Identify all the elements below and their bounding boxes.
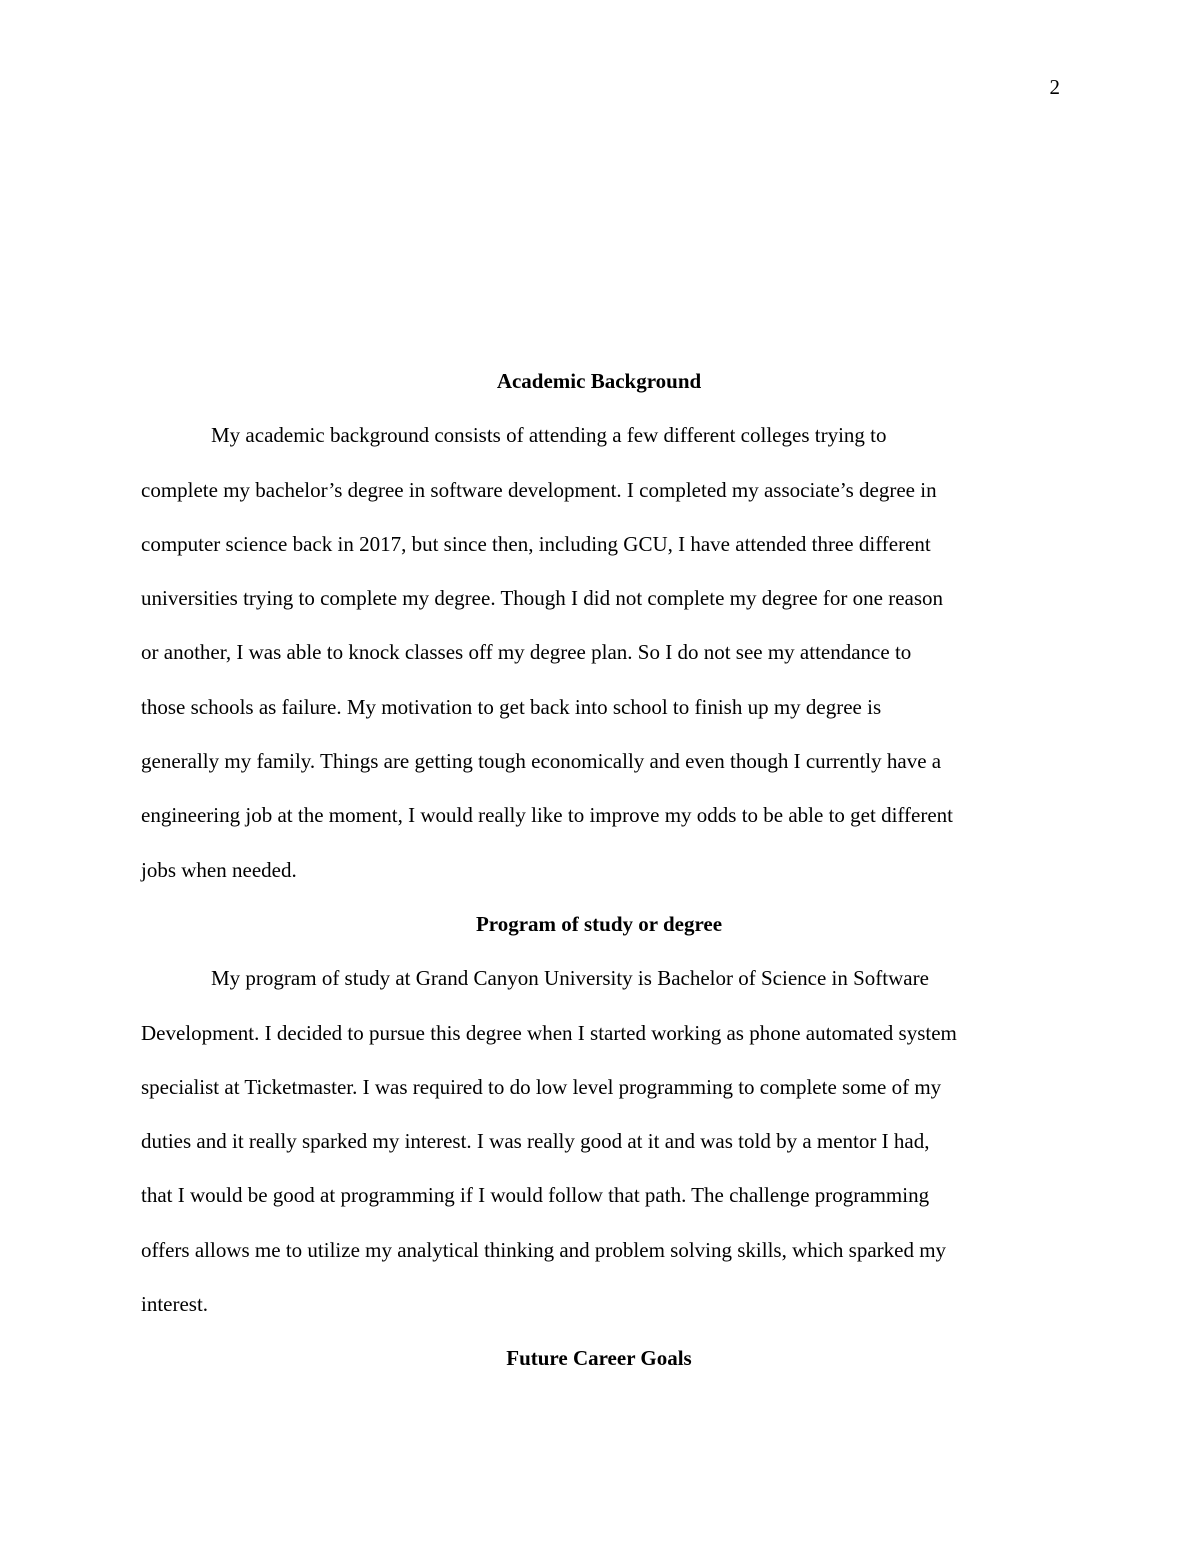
paragraph-line: jobs when needed.: [141, 857, 297, 882]
paragraph-line: engineering job at the moment, I would really like to improve my odds to be able to get different: [141, 803, 953, 828]
paragraph-line: those schools as failure. My motivation to get back into school to finish up my degree is: [141, 694, 882, 719]
document-body: [141, 354, 1057, 1386]
section-heading-future-career-goals: Future Career Goals: [506, 1346, 692, 1371]
paragraph-line: My academic background consists of attending a few different colleges trying to: [211, 423, 887, 448]
paragraph-line: generally my family. Things are getting tough economically and even though I currently have a: [141, 749, 942, 774]
paragraph-line: specialist at Ticketmaster. I was required to do low level programming to complete some of my: [141, 1074, 942, 1099]
page-number: 2: [1049, 75, 1060, 99]
paragraph-line: My program of study at Grand Canyon University is Bachelor of Science in Software: [211, 966, 929, 991]
paragraph-line: that I would be good at programming if I would follow that path. The challenge programming: [141, 1183, 930, 1208]
paragraph-line: complete my bachelor’s degree in software development. I completed my associate’s degree in: [141, 477, 937, 502]
paragraph-academic-background: [141, 408, 1057, 897]
paragraph-line: interest.: [141, 1292, 209, 1317]
section-heading-program-of-study: Program of study or degree: [475, 911, 723, 936]
paragraph-line: computer science back in 2017, but since then, including GCU, I have attended three different: [141, 531, 931, 556]
paragraph-program-of-study: [141, 951, 1057, 1331]
paragraph-line: universities trying to complete my degree. Though I did not complete my degree for one reason: [141, 586, 944, 611]
paragraph-line: Development. I decided to pursue this degree when I started working as phone automated system: [141, 1020, 957, 1045]
paragraph-line: or another, I was able to knock classes off my degree plan. So I do not see my attendance to: [141, 640, 912, 665]
paragraph-line: duties and it really sparked my interest. I was really good at it and was told by a mentor I had,: [141, 1129, 930, 1154]
paragraph-line: offers allows me to utilize my analytical thinking and problem solving skills, which sparked my: [141, 1237, 947, 1262]
section-heading-academic-background: Academic Background: [496, 369, 702, 393]
